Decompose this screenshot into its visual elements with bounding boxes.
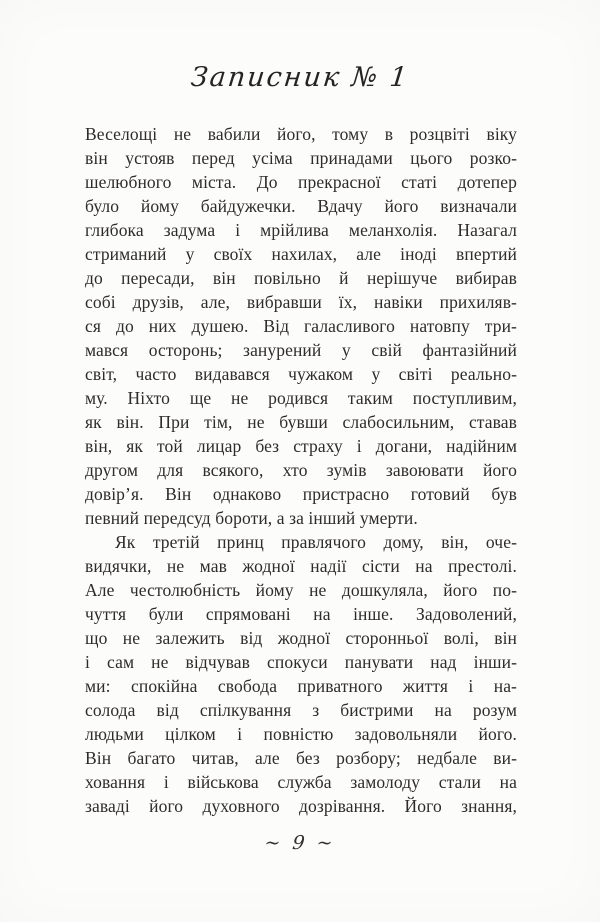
text-line: мався осторонь; занурений у свій фантазійний — [85, 340, 517, 360]
text-line: певний передсуд бороти, а за інший умерти. — [85, 508, 418, 528]
text-line: Але честолюбність йому не дошкуляла, його по- — [85, 580, 517, 600]
text-line: і сам не відчував спокуси панувати над інши- — [85, 652, 517, 672]
text-line: що не залежить від жодної сторонньої волі, він — [85, 628, 517, 648]
text-line: до пересади, він повільно й нерішуче вибирав — [85, 268, 517, 288]
text-line: му. Ніхто ще не родився таким поступливим, — [85, 388, 517, 408]
chapter-heading: Записник № 1 — [189, 62, 411, 93]
text-line: Як третій принц правлячого дому, він, оче- — [115, 532, 517, 552]
text-line: він устояв перед усіма принадами цього розко- — [85, 148, 517, 168]
text-line: світ, часто видавався чужаком у світі реально- — [85, 364, 517, 384]
text-line: другом для всякого, хто зумів завоювати його — [85, 460, 517, 480]
text-line: стриманий у своїх нахилах, але іноді впертий — [85, 244, 517, 264]
text-line: чуття були спрямовані на інше. Задоволений, — [85, 604, 517, 624]
text-line: Він багато читав, але без розбору; недбале ви- — [85, 748, 517, 768]
text-block — [85, 122, 517, 818]
paragraph — [85, 122, 517, 530]
text-line: шелюбного міста. До прекрасної статі дотепер — [85, 172, 517, 192]
text-line: довір’я. Він однаково пристрасно готовий був — [85, 484, 517, 504]
text-line: ми: спокійна свобода приватного життя і на- — [85, 676, 517, 696]
text-line: видячки, не мав жодної надії сісти на престолі. — [85, 556, 517, 576]
text-line: собі друзів, але, вибравши їх, навіки прихиляв- — [85, 292, 517, 312]
text-line: заваді його духовного дозрівання. Його знання, — [85, 796, 517, 816]
page-number: ~ 9 ~ — [263, 832, 337, 854]
text-line: людьми цілком і повністю задовольняли його. — [85, 724, 517, 744]
text-line: було йому байдужечки. Вдачу його визначали — [85, 196, 517, 216]
text-line: він, як той лицар без страху і догани, надійним — [85, 436, 517, 456]
text-line: ховання і військова служба замолоду стали на — [85, 772, 517, 792]
text-line: ся до них душею. Від галасливого натовпу три- — [85, 316, 517, 336]
text-line: Веселощі не вабили його, тому в розцвіті віку — [85, 124, 517, 144]
text-line: солода від спілкування з бистрими на розум — [85, 700, 517, 720]
text-line: глибока задума і мрійлива меланхолія. Назагал — [85, 220, 517, 240]
text-line: як він. При тім, не бувши слабосильним, ставав — [85, 412, 517, 432]
paragraph — [85, 530, 517, 818]
